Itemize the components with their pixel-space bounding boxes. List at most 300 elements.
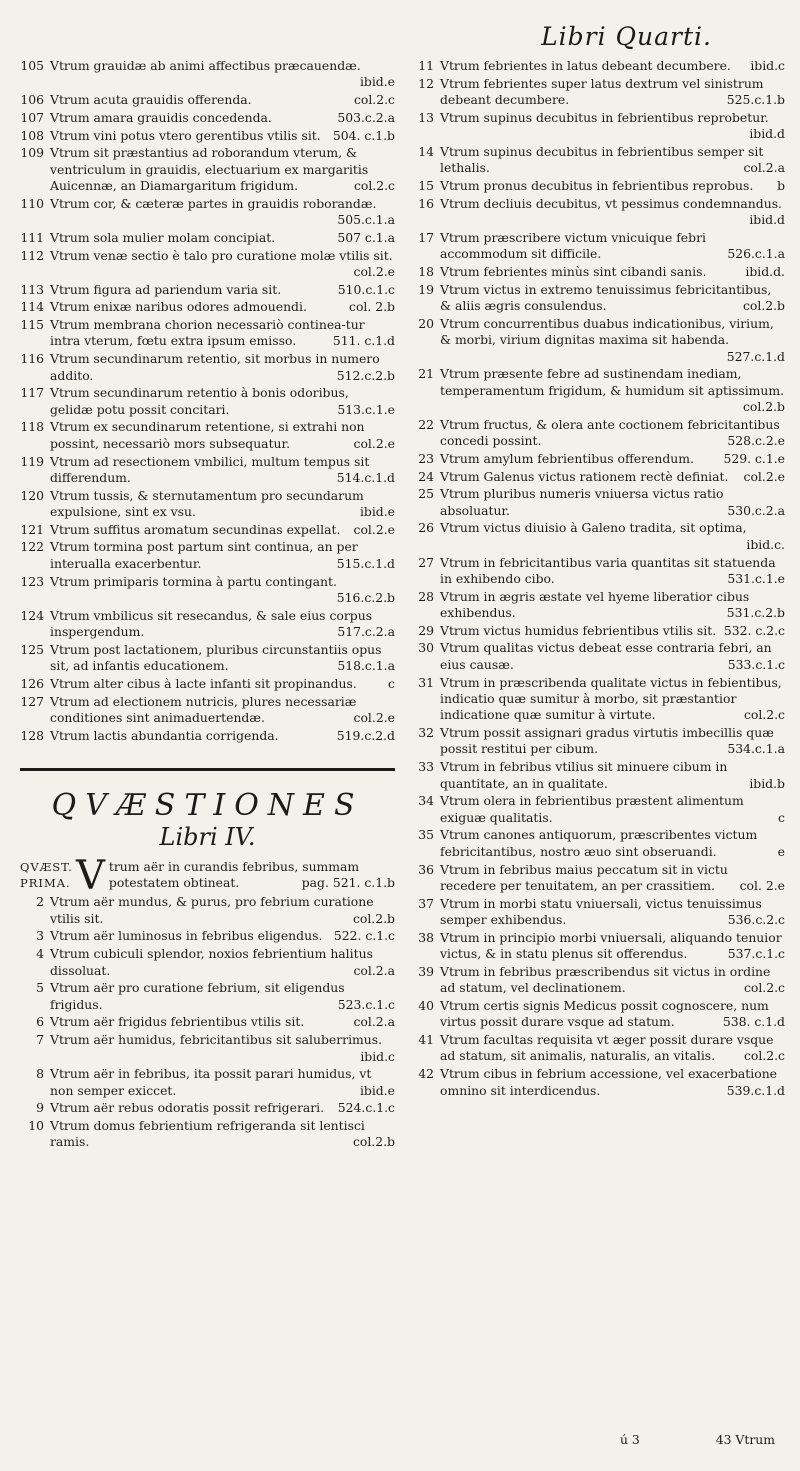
- entry-text: [440, 1032, 785, 1065]
- entry-text: [50, 110, 395, 126]
- index-entry: [410, 589, 785, 622]
- entry-question: Vtrum figura ad pariendum varia sit.: [50, 281, 282, 297]
- index-entry: [410, 366, 785, 415]
- entry-number: 113: [20, 281, 44, 297]
- entry-number: 112: [20, 247, 44, 263]
- entry-number: 39: [418, 963, 434, 979]
- entry-question: Vtrum supinus decubitus in febrientibus semper sit lethalis.: [440, 143, 764, 176]
- entry-text: [50, 928, 395, 944]
- entry-reference: 512.c.2.b: [336, 367, 395, 383]
- entry-text: [440, 486, 785, 519]
- entry-number: 30: [418, 640, 434, 656]
- entry-question: Vtrum canones antiquorum, præscribentes victum febricitantibus, nostro æuo sint obseruandi.: [440, 827, 758, 859]
- entry-question: Vtrum in febribus vtilius sit minuere cibum in quantitate, an in qualitate.: [440, 759, 728, 791]
- entry-text: [440, 178, 785, 194]
- entry-number: 117: [20, 385, 44, 401]
- entry-question: Vtrum acuta grauidis offerenda.: [50, 92, 252, 108]
- index-entry: [410, 1032, 785, 1065]
- entry-text: [50, 980, 395, 1013]
- index-entry: [410, 451, 785, 467]
- entry-question: Vtrum ad resectionem vmbilici, multum tempus sit differendum.: [50, 453, 370, 485]
- first-question-label: QVÆST. PRIMA.: [20, 860, 73, 891]
- entry-number: 35: [418, 827, 434, 843]
- entry-reference: col.2.c: [353, 178, 395, 194]
- entry-reference: 533.c.1.c: [727, 656, 785, 672]
- entry-text: [440, 264, 785, 280]
- entry-reference: 514.c.1.d: [336, 469, 395, 485]
- entry-question: Vtrum in morbi statu vniuersali, victus tenuissimus semper exhibendus.: [440, 895, 762, 928]
- entry-question: Vtrum secundinarum retentio, sit morbus in numero addito.: [50, 351, 380, 383]
- index-entry: [410, 1066, 785, 1099]
- entry-number: 16: [418, 195, 434, 211]
- entry-question: Vtrum domus febrientium refrigeranda sit lentisci ramis.: [50, 1118, 365, 1150]
- entry-question: Vtrum victus humidus febrientibus vtilis sit.: [440, 622, 717, 638]
- entry-text: [50, 92, 395, 108]
- entry-number: 19: [418, 281, 434, 297]
- index-entry: [410, 725, 785, 758]
- entry-question: Vtrum alter cibus à lacte infanti sit propinandus.: [50, 675, 357, 691]
- entry-text: [50, 317, 395, 350]
- entry-number: 13: [418, 109, 434, 125]
- entry-question: Vtrum venæ sectio è talo pro curatione molæ vtilis sit.: [50, 247, 393, 263]
- entry-reference: 527.c.1.d: [726, 348, 785, 364]
- entry-text: [50, 299, 395, 315]
- index-entry: [410, 76, 785, 109]
- index-entry: [410, 178, 785, 194]
- entry-number: 42: [418, 1066, 434, 1082]
- entry-number: 28: [418, 588, 434, 604]
- entry-reference: col.2.c: [353, 92, 395, 108]
- index-entry: [20, 128, 395, 144]
- index-list-right: [410, 58, 785, 1099]
- index-entry: [20, 1014, 395, 1030]
- entry-reference: col.2.a: [743, 160, 785, 176]
- entry-number: 122: [20, 539, 44, 555]
- entry-text: [50, 894, 395, 927]
- entry-number: 128: [20, 727, 44, 743]
- index-entry: [410, 316, 785, 365]
- index-entry: [20, 928, 395, 944]
- entry-question: Vtrum vini potus vtero gerentibus vtilis sit.: [50, 127, 321, 143]
- first-question-text: [76, 853, 395, 900]
- entry-question: Vtrum possit assignari gradus virtutis imbecillis quæ possit restitui per cibum.: [440, 725, 774, 757]
- entry-question: Vtrum in febribus maius peccatum sit in victu recedere per tenuitatem, an per crassitiem.: [440, 861, 728, 893]
- entry-number: 126: [20, 675, 44, 691]
- entry-reference: 507 c.1.a: [337, 229, 395, 245]
- entry-question: Vtrum vmbilicus sit resecandus, & sale eius corpus inspergendum.: [50, 607, 373, 640]
- index-entry: [20, 196, 395, 229]
- entry-number: 41: [418, 1032, 434, 1048]
- entry-number: 34: [418, 793, 434, 809]
- entry-reference: col. 2.b: [349, 299, 395, 315]
- index-entry: [410, 520, 785, 553]
- entry-text: [50, 145, 395, 194]
- entry-reference: 528.c.2.e: [727, 433, 785, 449]
- entry-reference: 519.c.2.d: [336, 727, 395, 743]
- index-entry: [20, 1118, 395, 1151]
- entry-text: [50, 522, 395, 538]
- entry-question: Vtrum pronus decubitus in febrientibus reprobus.: [440, 178, 754, 194]
- entry-number: 4: [36, 946, 44, 962]
- entry-question: Vtrum in principio morbi vniuersali, aliquando tenuior victus, & in statu plenus sit offerendus.: [440, 929, 782, 962]
- index-entry: [20, 248, 395, 281]
- index-entry: [20, 419, 395, 452]
- entry-reference: 515.c.1.d: [336, 555, 395, 571]
- entry-text: [50, 1100, 395, 1116]
- entry-number: 121: [20, 521, 44, 537]
- entry-text: [50, 1032, 395, 1065]
- entry-reference: 525.c.1.b: [726, 92, 785, 108]
- entry-question: Vtrum enixæ naribus odores admouendi.: [50, 299, 307, 315]
- entry-number: 17: [418, 229, 434, 245]
- entry-text: [440, 827, 785, 860]
- entry-reference: ibid.e: [359, 504, 395, 520]
- entry-number: 38: [418, 929, 434, 945]
- entry-question: Vtrum secundinarum retentio à bonis odoribus, gelidæ potu possit concitari.: [50, 385, 349, 417]
- catchword: 43 Vtrum: [715, 1432, 775, 1447]
- entry-text: [440, 58, 785, 74]
- entry-question: Vtrum cor, & cæteræ partes in grauidis roborandæ.: [50, 195, 377, 211]
- entry-question: Vtrum aër luminosus in febribus eligendus.: [50, 928, 323, 944]
- entry-question: Vtrum ad electionem nutricis, plures necessariæ conditiones sint animaduertendæ.: [50, 693, 357, 725]
- entry-question: Vtrum grauidæ ab animi affectibus præcauendæ.: [50, 58, 361, 73]
- index-entry: [410, 759, 785, 792]
- index-entry: [410, 896, 785, 929]
- entry-text: [50, 676, 395, 692]
- entry-text: [440, 316, 785, 365]
- entry-number: 33: [418, 759, 434, 775]
- entry-text: [440, 366, 785, 415]
- entry-number: 31: [418, 674, 434, 690]
- entry-question: Vtrum amara grauidis concedenda.: [50, 109, 272, 125]
- entry-reference: ibid.e: [359, 74, 395, 90]
- index-entry: [20, 92, 395, 108]
- entry-question: Vtrum post lactationem, pluribus circunstantiis opus sit, ad infantis educationem.: [50, 641, 382, 674]
- entry-text: [50, 946, 395, 979]
- entry-text: [440, 76, 785, 109]
- entry-question: Vtrum amylum febrientibus offerendum.: [440, 450, 694, 466]
- entry-reference: ibid.d.: [745, 263, 785, 279]
- entry-text: [440, 930, 785, 963]
- first-question-body: trum aër in curandis febribus, summam potestatem obtineat.: [108, 859, 360, 891]
- entry-number: 114: [20, 299, 44, 315]
- entry-text: [50, 128, 395, 144]
- entry-text: [50, 230, 395, 246]
- entry-reference: 532. c.2.c: [723, 622, 785, 638]
- index-entry: [410, 964, 785, 997]
- index-entry: [20, 351, 395, 384]
- index-entry: [410, 862, 785, 895]
- index-list-top: [20, 58, 395, 744]
- entry-number: 27: [418, 554, 434, 570]
- entry-reference: 522. c.1.c: [333, 928, 395, 944]
- entry-reference: 516.c.2.b: [336, 589, 395, 605]
- entry-reference: col.2.a: [353, 962, 395, 978]
- entry-number: 11: [418, 58, 434, 73]
- entry-question: Vtrum certis signis Medicus possit cognoscere, num virtus possit durare vsque ad statum.: [440, 997, 769, 1030]
- right-column: [410, 58, 785, 1100]
- entry-number: 123: [20, 573, 44, 589]
- entry-reference: col.2.c: [743, 980, 785, 996]
- index-entry: [410, 110, 785, 143]
- entry-number: 5: [36, 980, 44, 996]
- index-entry: [20, 145, 395, 194]
- entry-text: [440, 964, 785, 997]
- entry-text: [440, 640, 785, 673]
- entry-reference: 531.c.1.e: [727, 570, 785, 586]
- entry-question: Vtrum victus in extremo tenuissimus febricitantibus, & aliis ægris consulendus.: [440, 281, 772, 314]
- index-entry: [410, 417, 785, 450]
- entry-number: 10: [28, 1118, 44, 1134]
- index-entry: [20, 299, 395, 315]
- entry-reference: 526.c.1.a: [727, 246, 785, 262]
- entry-number: 108: [20, 127, 44, 143]
- entry-question: Vtrum sola mulier molam concipiat.: [50, 229, 276, 245]
- entry-reference: 510.c.1.c: [337, 281, 395, 297]
- entry-text: [50, 351, 395, 384]
- entry-question: Vtrum aër in febribus, ita possit parari humidus, vt non semper exiccet.: [50, 1066, 372, 1098]
- entry-question: Vtrum in ægris æstate vel hyeme liberatior cibus exhibendus.: [440, 588, 750, 621]
- entry-reference: ibid.c: [360, 1048, 395, 1064]
- entry-number: 21: [418, 366, 434, 382]
- entry-reference: c: [778, 809, 785, 825]
- entry-text: [440, 862, 785, 895]
- entry-number: 22: [418, 416, 434, 432]
- entry-number: 109: [20, 145, 44, 161]
- entry-text: [440, 417, 785, 450]
- entry-question: Vtrum suffitus aromatum secundinas expellat.: [50, 521, 341, 537]
- index-entry: [20, 574, 395, 607]
- entry-text: [50, 539, 395, 572]
- index-entry: [410, 469, 785, 485]
- entry-number: 127: [20, 693, 44, 709]
- entry-reference: e: [777, 843, 785, 859]
- index-entry: [410, 264, 785, 280]
- entry-text: [50, 1066, 395, 1099]
- entry-question: Vtrum olera in febrientibus præstent alimentum exiguæ qualitatis.: [440, 793, 744, 825]
- entry-question: Vtrum aër frigidus febrientibus vtilis sit.: [50, 1014, 305, 1030]
- index-entry: [20, 946, 395, 979]
- section-title: QVÆSTIONES: [51, 788, 364, 824]
- entry-question: Vtrum lactis abundantia corrigenda.: [50, 727, 279, 743]
- index-entry: [410, 930, 785, 963]
- entry-text: [440, 520, 785, 553]
- index-entry: [20, 894, 395, 927]
- entry-question: Vtrum pluribus numeris vniuersa victus ratio absoluatur.: [440, 486, 724, 518]
- index-entry: [410, 486, 785, 519]
- entry-question: Vtrum aër rebus odoratis possit refrigerari.: [50, 1100, 325, 1116]
- entry-number: 8: [36, 1066, 44, 1082]
- entry-question: Vtrum concurrentibus duabus indicationibus, virium, & morbi, virium dignitas maxima sit habenda.: [440, 315, 774, 348]
- entry-text: [440, 998, 785, 1031]
- entry-question: Vtrum cubiculi splendor, noxios febrientium halitus dissoluat.: [50, 946, 373, 978]
- entry-text: [50, 1014, 395, 1030]
- entry-question: Vtrum qualitas victus debeat esse contraria febri, an eius causæ.: [440, 640, 772, 672]
- entry-question: Vtrum tormina post partum sint continua, an per interualla exacerbentur.: [50, 539, 358, 571]
- entry-reference: ibid.e: [359, 1082, 395, 1098]
- entry-question: Vtrum præsente febre ad sustinendam inediam, temperamentum frigidum, & humidum sit aptissimum.: [440, 366, 785, 398]
- entry-text: [440, 1066, 785, 1099]
- entry-reference: 530.c.2.a: [727, 502, 785, 518]
- index-entry: [410, 793, 785, 826]
- entry-number: 15: [418, 178, 434, 194]
- index-entry: [20, 1100, 395, 1116]
- entry-number: 12: [418, 75, 434, 91]
- entry-number: 23: [418, 450, 434, 466]
- entry-number: 9: [36, 1100, 44, 1116]
- entry-question: Vtrum fructus, & olera ante coctionem febricitantibus concedi possint.: [440, 416, 780, 449]
- entry-reference: 511. c.1.d: [332, 333, 395, 349]
- entry-text: [50, 196, 395, 229]
- entry-text: [50, 574, 395, 607]
- index-entry: [410, 58, 785, 74]
- entry-text: [50, 248, 395, 281]
- entry-reference: col.2.e: [743, 468, 785, 484]
- entry-number: 26: [418, 520, 434, 536]
- entry-reference: col.2.e: [353, 263, 395, 279]
- entry-reference: col. 2.e: [739, 877, 785, 893]
- entry-text: [50, 282, 395, 298]
- index-entry: [20, 385, 395, 418]
- section-divider: [20, 768, 395, 771]
- entry-text: [50, 728, 395, 744]
- entry-reference: c: [388, 675, 395, 691]
- index-entry: [20, 676, 395, 692]
- index-entry: [410, 230, 785, 263]
- entry-reference: b: [777, 178, 785, 194]
- index-list-bottom: [20, 894, 395, 1150]
- entry-text: [50, 385, 395, 418]
- entry-question: Vtrum aër humidus, febricitantibus sit saluberrimus.: [50, 1032, 383, 1048]
- entry-text: [50, 608, 395, 641]
- left-column: [20, 58, 395, 1152]
- entry-reference: 524.c.1.c: [337, 1100, 395, 1116]
- index-entry: [20, 58, 395, 91]
- index-entry: [20, 642, 395, 675]
- entry-number: 14: [418, 143, 434, 159]
- entry-text: [440, 623, 785, 639]
- section-subtitle: Libri IV.: [159, 823, 256, 852]
- entry-question: Vtrum cibus in febrium accessione, vel exacerbatione omnino sit interdicendus.: [440, 1066, 778, 1098]
- entry-text: [440, 589, 785, 622]
- index-entry: [410, 144, 785, 177]
- entry-question: Vtrum in præscribenda qualitate victus in febientibus, indicatio quæ sumitur à morbo, sit præstantior indicatione quæ sumitur à virtute.: [440, 674, 782, 723]
- entry-reference: 523.c.1.c: [337, 996, 395, 1012]
- index-entry: [20, 1066, 395, 1099]
- entry-question: Vtrum primiparis tormina à partu contingant.: [50, 573, 337, 589]
- entry-text: [50, 454, 395, 487]
- entry-question: Vtrum sit præstantius ad roborandum vterum, & ventriculum in grauidis, electuarium ex margaritis Auicennæ, an Diamargaritum frigidum.: [50, 145, 369, 194]
- entry-question: Vtrum in febricitantibus varia quantitas sit statuenda in exhibendo cibo.: [440, 554, 776, 586]
- index-entry: [20, 539, 395, 572]
- entry-question: Vtrum tussis, & sternutamentum pro secundarum expulsione, sint ex vsu.: [50, 487, 364, 520]
- first-question-ref: pag. 521. c.1.b: [301, 875, 395, 891]
- entry-number: 107: [20, 109, 44, 125]
- entry-number: 40: [418, 997, 434, 1013]
- entry-number: 20: [418, 315, 434, 331]
- entry-reference: col.2.e: [353, 709, 395, 725]
- entry-text: [50, 58, 395, 91]
- entry-text: [50, 488, 395, 521]
- entry-reference: 529. c.1.e: [723, 450, 785, 466]
- entry-number: 125: [20, 641, 44, 657]
- index-entry: [410, 675, 785, 724]
- entry-reference: col.2.b: [352, 1134, 395, 1150]
- entry-text: [440, 230, 785, 263]
- entry-number: 119: [20, 453, 44, 469]
- signature-mark: ú 3: [620, 1432, 640, 1447]
- entry-reference: 534.c.1.a: [727, 741, 785, 757]
- entry-text: [440, 759, 785, 792]
- entry-number: 37: [418, 895, 434, 911]
- index-entry: [410, 640, 785, 673]
- entry-reference: 536.c.2.c: [727, 912, 785, 928]
- entry-text: [50, 419, 395, 452]
- entry-number: 124: [20, 607, 44, 623]
- index-entry: [20, 1032, 395, 1065]
- index-entry: [20, 522, 395, 538]
- entry-question: Vtrum decliuis decubitus, vt pessimus condemnandus.: [440, 195, 783, 211]
- entry-number: 18: [418, 263, 434, 279]
- entry-reference: 531.c.2.b: [726, 605, 785, 621]
- entry-reference: ibid.c.: [746, 536, 785, 552]
- entry-number: 110: [20, 195, 44, 211]
- entry-text: [440, 196, 785, 229]
- entry-text: [440, 451, 785, 467]
- entry-number: 6: [36, 1014, 44, 1030]
- entry-question: Vtrum membrana chorion necessariò continea-tur intra vterum, fœtu extra ipsum emisso.: [50, 317, 365, 349]
- entry-text: [50, 694, 395, 727]
- entry-reference: col.2.b: [352, 910, 395, 926]
- entry-reference: ibid.b: [749, 775, 785, 791]
- entry-number: 118: [20, 419, 44, 435]
- index-entry: [20, 488, 395, 521]
- entry-question: Vtrum Galenus victus rationem rectè definiat.: [440, 468, 729, 484]
- entry-reference: ibid.d: [749, 126, 785, 142]
- entry-reference: col.2.b: [742, 399, 785, 415]
- entry-question: Vtrum præscribere victum vnicuique febri accommodum sit difficile.: [440, 229, 706, 262]
- index-entry: [20, 282, 395, 298]
- entry-reference: 537.c.1.c: [727, 946, 785, 962]
- index-entry: [20, 608, 395, 641]
- entry-reference: 504. c.1.b: [332, 127, 395, 143]
- entry-number: 111: [20, 229, 44, 245]
- drop-cap: V: [76, 853, 105, 900]
- index-entry: [410, 196, 785, 229]
- entry-reference: ibid.d: [749, 212, 785, 228]
- index-entry: [20, 694, 395, 727]
- entry-number: 7: [36, 1032, 44, 1048]
- entry-reference: 505.c.1.a: [337, 212, 395, 228]
- entry-reference: col.2.e: [353, 521, 395, 537]
- entry-reference: col.2.e: [353, 435, 395, 451]
- index-entry: [20, 230, 395, 246]
- index-entry: [410, 998, 785, 1031]
- entry-number: 32: [418, 725, 434, 741]
- entry-question: Vtrum febrientes super latus dextrum vel sinistrum debeant decumbere.: [440, 75, 764, 108]
- entry-number: 105: [20, 58, 44, 73]
- entry-reference: col.2.a: [353, 1014, 395, 1030]
- entry-number: 2: [36, 894, 44, 910]
- index-entry: [20, 317, 395, 350]
- index-entry: [410, 623, 785, 639]
- entry-text: [440, 675, 785, 724]
- entry-reference: 538. c.1.d: [722, 1014, 785, 1030]
- index-entry: [410, 282, 785, 315]
- running-head: Libri Quarti.: [541, 22, 712, 51]
- entry-number: 106: [20, 92, 44, 108]
- entry-question: Vtrum aër mundus, & purus, pro febrium curatione vtilis sit.: [50, 894, 374, 926]
